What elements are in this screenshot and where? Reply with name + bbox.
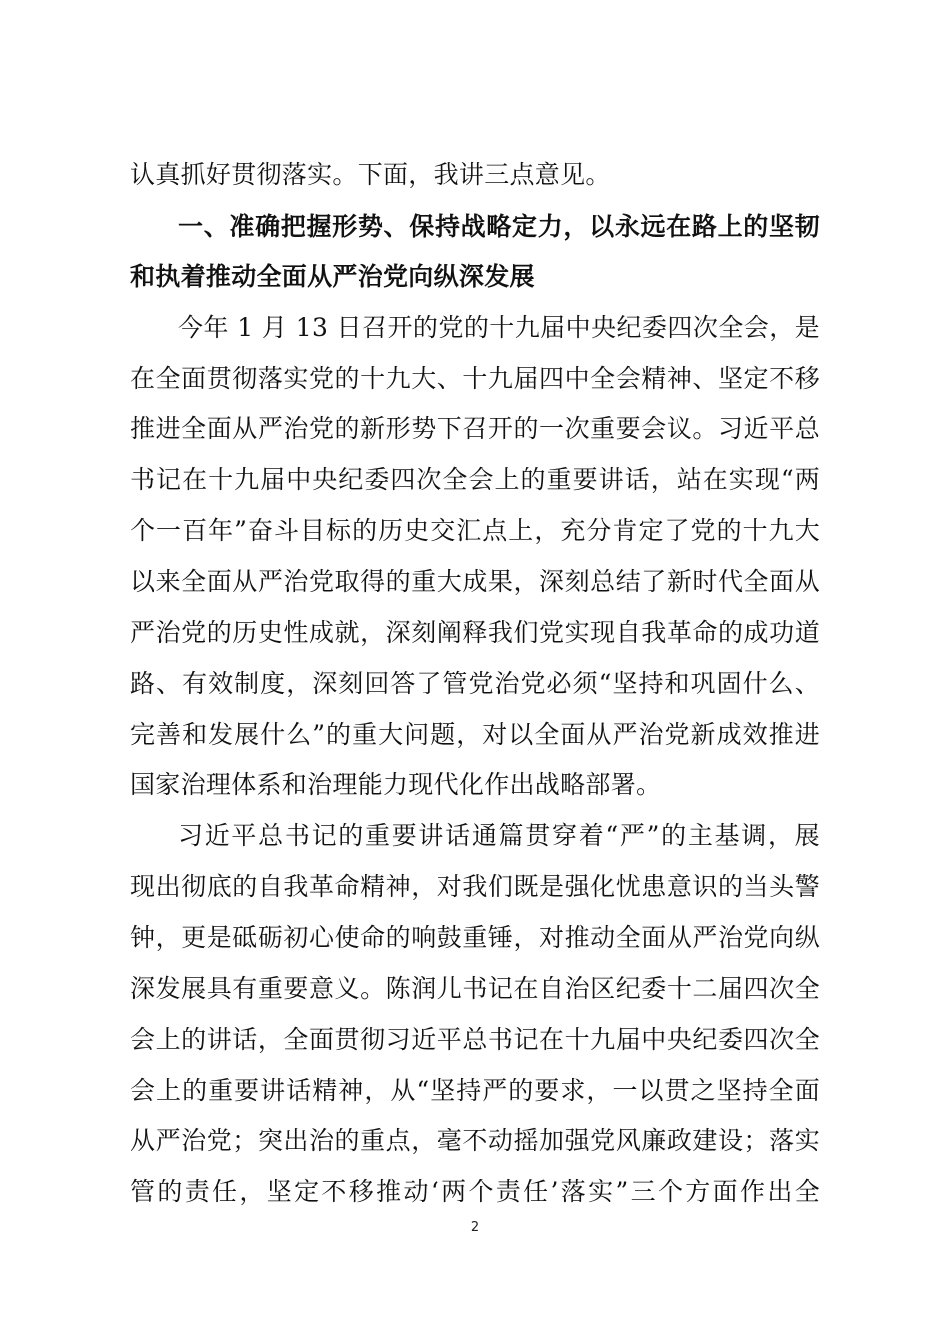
- paragraph-line: 以来全面从严治党取得的重大成果，深刻总结了新时代全面从: [130, 567, 820, 596]
- paragraph-line: 完善和发展什么”的重大问题，对以全面从严治党新成效推进: [130, 720, 820, 749]
- paragraph-line: 深发展具有重要意义。陈润儿书记在自治区纪委十二届四次全: [130, 974, 820, 1003]
- paragraph-line: 认真抓好贯彻落实。下面，我讲三点意见。: [130, 160, 611, 189]
- paragraph-line: 习近平总书记的重要讲话通篇贯穿着“严”的主基调，展: [178, 821, 820, 850]
- paragraph-line: 书记在十九届中央纪委四次全会上的重要讲话，站在实现“两: [130, 465, 820, 494]
- paragraph-line: 会上的讲话，全面贯彻习近平总书记在十九届中央纪委四次全: [130, 1025, 820, 1054]
- paragraph-line: 国家治理体系和治理能力现代化作出战略部署。: [130, 770, 662, 799]
- paragraph-line: 今年 1 月 13 日召开的党的十九届中央纪委四次全会，是: [178, 313, 820, 342]
- paragraph-line: 现出彻底的自我革命精神，对我们既是强化忧患意识的当头警: [130, 872, 820, 901]
- paragraph-line: 管的责任，坚定不移推动‘两个责任’落实”三个方面作出全: [130, 1177, 820, 1206]
- section-heading-line: 一、准确把握形势、保持战略定力，以永远在路上的坚韧: [178, 212, 820, 241]
- paragraph-line: 推进全面从严治党的新形势下召开的一次重要会议。习近平总: [130, 414, 820, 443]
- paragraph-line: 个一百年”奋斗目标的历史交汇点上，充分肯定了党的十九大: [130, 516, 820, 545]
- paragraph-line: 从严治党；突出治的重点，毫不动摇加强党风廉政建设；落实: [130, 1126, 820, 1155]
- paragraph-line: 会上的重要讲话精神，从“坚持严的要求，一以贯之坚持全面: [130, 1076, 820, 1105]
- page-number: 2: [470, 1220, 480, 1235]
- section-heading-line: 和执着推动全面从严治党向纵深发展: [130, 262, 535, 291]
- paragraph-line: 严治党的历史性成就，深刻阐释我们党实现自我革命的成功道: [130, 618, 820, 647]
- paragraph-line: 在全面贯彻落实党的十九大、十九届四中全会精神、坚定不移: [130, 364, 820, 393]
- paragraph-line: 路、有效制度，深刻回答了管党治党必须“坚持和巩固什么、: [130, 669, 820, 698]
- paragraph-line: 钟，更是砥砺初心使命的响鼓重锤，对推动全面从严治党向纵: [130, 923, 820, 952]
